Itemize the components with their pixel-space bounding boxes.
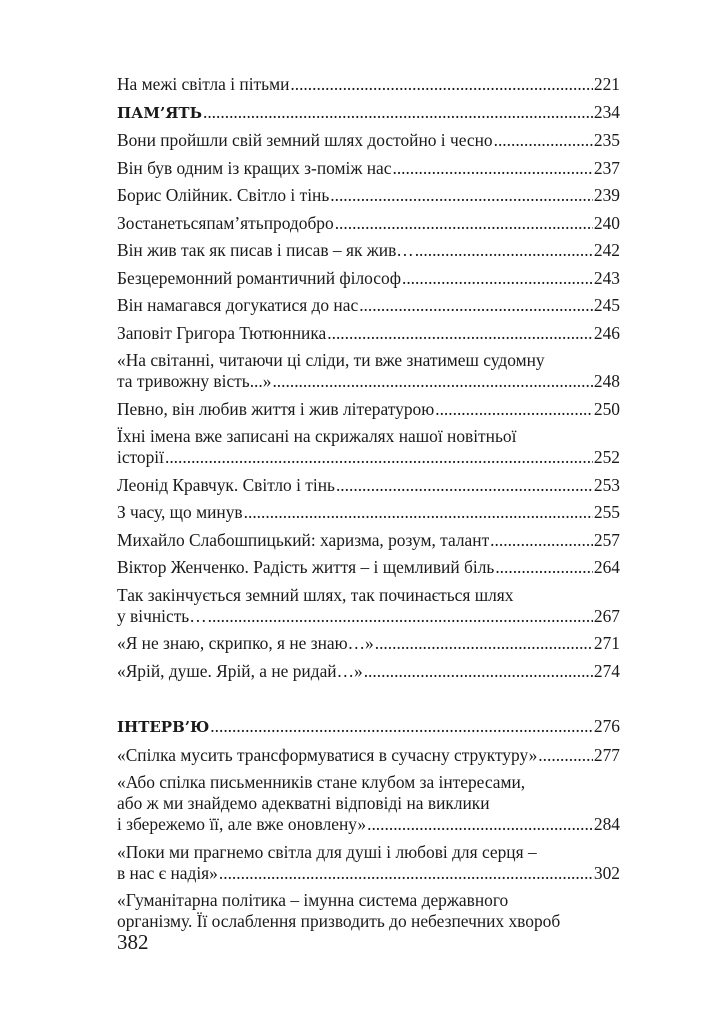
toc-entry	[117, 185, 620, 206]
toc-entry-title: Так закінчується земний шлях, так починається шлях	[117, 584, 514, 605]
toc-page-number: 253	[593, 474, 620, 495]
leader-dots	[435, 399, 593, 420]
toc-entry	[117, 633, 620, 654]
toc-page-number: 277	[593, 744, 620, 765]
toc-entry	[117, 399, 620, 420]
toc-entry-title: Вони пройшли свій земний шлях достойно і чесно	[117, 130, 493, 150]
toc-entry	[117, 475, 620, 496]
toc-page-number: 274	[593, 660, 620, 681]
leader-dots	[210, 716, 593, 737]
toc-page-number: 237	[593, 157, 620, 178]
toc-entry-title: Безцеремонний романтичний філософ	[117, 267, 401, 288]
toc-entry-title: «Я не знаю, скрипко, я не знаю…»	[117, 633, 374, 653]
leader-dots	[330, 185, 593, 206]
toc-entry	[117, 530, 620, 551]
toc-entry	[117, 772, 620, 835]
toc-entry-title: Він намагався догукатися до нас	[117, 295, 359, 315]
toc-entry	[117, 350, 620, 392]
toc-page-number: 246	[593, 322, 620, 343]
toc-entry-title: і збережемо її, але вже оновлену»	[117, 814, 367, 834]
toc-entry-title: у вічність…	[117, 605, 207, 626]
toc-entry-title: Віктор Женченко. Радість життя – і щемливий біль	[117, 557, 495, 577]
toc-page-number: 271	[593, 633, 620, 653]
leader-dots	[495, 557, 593, 578]
toc-entry-title: історії	[117, 447, 164, 467]
leader-dots	[165, 447, 593, 468]
leader-dots	[490, 530, 593, 551]
toc-entry	[117, 130, 620, 151]
toc-page-number: 276	[593, 716, 620, 736]
toc-page-number: 245	[593, 295, 620, 315]
toc-page-number: 264	[593, 557, 620, 577]
section-gap	[117, 688, 620, 716]
toc-page-number: 242	[593, 240, 620, 260]
toc-entry-title: Леонід Кравчук. Світло і тінь	[117, 474, 335, 495]
toc-entry-title: та тривожну вість...»	[117, 371, 272, 391]
leader-dots	[494, 130, 593, 151]
toc-entry-title: в нас є надія»	[117, 862, 218, 883]
page-number: 382	[117, 930, 149, 954]
leader-dots	[375, 633, 593, 654]
toc-entry-title: «Ярій, душе. Ярій, а не ридай…»	[117, 660, 363, 681]
toc-page-number: 255	[593, 502, 620, 522]
leader-dots	[538, 745, 593, 766]
leader-dots	[327, 323, 593, 344]
toc-entry	[117, 295, 620, 316]
toc-entry-title: Їхні імена вже записані на скрижалях нашої новітньої	[117, 426, 517, 446]
leader-dots	[415, 240, 593, 261]
leader-dots	[290, 74, 593, 95]
leader-dots	[219, 863, 593, 884]
leader-dots	[244, 502, 593, 523]
toc-entry-title: «Спілка мусить трансформуватися в сучасну структуру»	[117, 744, 538, 765]
toc-entry-title: Він жив так як писав і писав – як жив…	[117, 240, 414, 260]
leader-dots	[359, 295, 593, 316]
toc-entry-title: На межі світла і пітьми	[117, 74, 290, 94]
toc-entry-title: організму. Її ослаблення призводить до небезпечних хвороб	[117, 911, 561, 931]
toc-entry-title: Зостанетьсяпам’ятьпродобро	[117, 212, 334, 233]
toc-page-number: 257	[593, 529, 620, 550]
leader-dots	[364, 661, 593, 682]
toc-page-number: 248	[593, 371, 620, 391]
toc-entry-title: Він був одним із кращих з-поміж нас	[117, 157, 392, 178]
toc-entry-title: «Поки ми прагнемо світла для душі і любові для серця –	[117, 841, 537, 862]
leader-dots	[367, 814, 593, 835]
leader-dots	[336, 475, 593, 496]
toc-page-number: 284	[593, 814, 620, 834]
toc-entry-title: ПАМ’ЯТЬ	[117, 103, 202, 122]
toc-page-number: 221	[593, 74, 620, 94]
toc-entry-title: «Або спілка письменників стане клубом за інтересами,	[117, 772, 526, 792]
toc-entry-title: З часу, що минув	[117, 502, 243, 522]
toc-entry-title: ІНТЕРВ’Ю	[117, 718, 210, 736]
toc-entry	[117, 585, 620, 627]
toc-entry	[117, 557, 620, 578]
toc-page-number: 240	[593, 212, 620, 233]
leader-dots	[392, 158, 592, 179]
toc-entry	[117, 323, 620, 344]
toc-entry	[117, 745, 620, 766]
leader-dots	[203, 102, 593, 123]
toc-entry	[117, 213, 620, 234]
toc-page-number: 243	[593, 267, 620, 288]
toc-entry-title: Борис Олійник. Світло і тінь	[117, 185, 330, 205]
toc-page-number: 252	[593, 447, 620, 467]
toc-entry	[117, 240, 620, 261]
toc-entry	[117, 890, 620, 932]
table-of-contents	[117, 74, 620, 939]
toc-page-number: 234	[593, 101, 620, 122]
toc-page-number: 235	[593, 130, 620, 150]
toc-section-heading	[117, 102, 620, 124]
toc-entry	[117, 158, 620, 179]
toc-entry-title: Заповіт Григора Тютюнника	[117, 322, 327, 343]
toc-entry-title: або ж ми знайдемо адекватні відповіді на виклики	[117, 793, 490, 813]
toc-page-number: 250	[593, 398, 620, 419]
toc-page-number: 302	[593, 862, 620, 883]
leader-dots	[335, 213, 593, 234]
toc-page-number: 239	[593, 185, 620, 205]
leader-dots	[208, 606, 593, 627]
toc-entry	[117, 74, 620, 95]
toc-entry-title: «Гуманітарна політика – імунна система державного	[117, 890, 509, 910]
toc-entry	[117, 426, 620, 468]
leader-dots	[272, 371, 592, 392]
toc-entry-title: Михайло Слабошпицький: харизма, розум, талант	[117, 529, 490, 550]
toc-entry	[117, 502, 620, 523]
toc-section-heading	[117, 716, 620, 738]
toc-entry-title: Певно, він любив життя і жив літературою	[117, 398, 435, 419]
toc-entry	[117, 661, 620, 682]
toc-entry	[117, 268, 620, 289]
toc-entry	[117, 842, 620, 884]
toc-page-number: 267	[593, 605, 620, 626]
leader-dots	[402, 268, 593, 289]
toc-entry-title: «На світанні, читаючи ці сліди, ти вже знатимеш судомну	[117, 350, 545, 370]
